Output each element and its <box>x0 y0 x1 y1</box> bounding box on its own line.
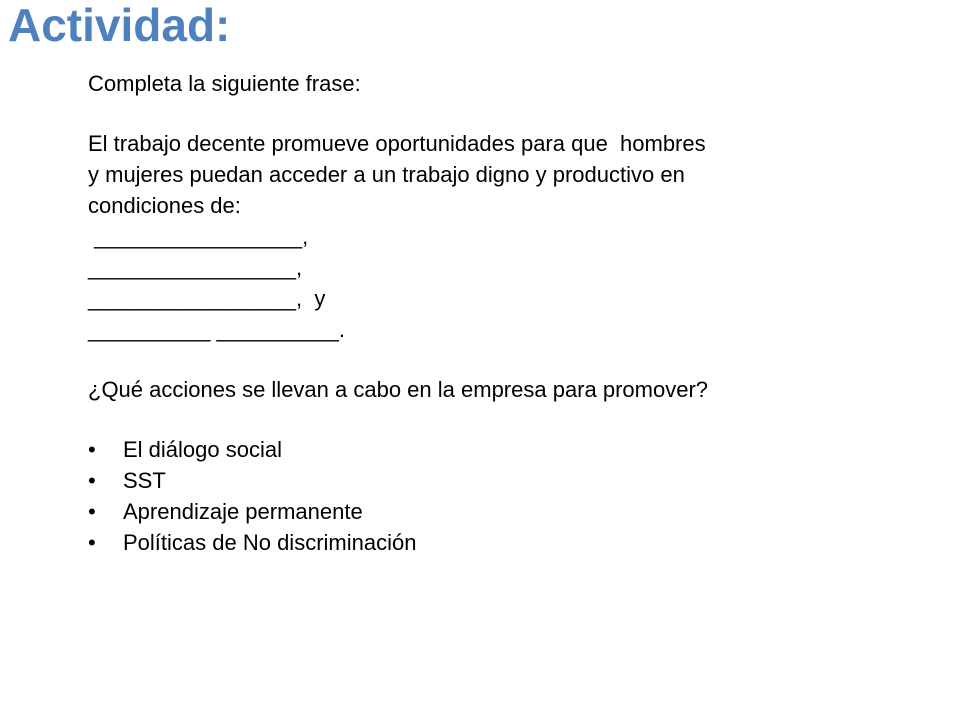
bullet-text: Políticas de No discriminación <box>123 530 417 555</box>
blank-line: _________________, <box>88 224 309 249</box>
sentence-line: y mujeres puedan acceder a un trabajo digno y productivo en <box>88 162 685 187</box>
bullet-icon: • <box>88 499 96 524</box>
slide-title: Actividad: <box>8 0 231 51</box>
bullet-text: Aprendizaje permanente <box>123 499 363 524</box>
bullet-item <box>88 496 908 527</box>
sentence-line: condiciones de: <box>88 193 241 218</box>
spacer <box>88 345 908 374</box>
blank-line: _________________, y <box>88 286 326 311</box>
spacer <box>88 405 908 434</box>
sentence-line: El trabajo decente promueve oportunidades para que hombres <box>88 131 706 156</box>
slide-body <box>88 68 908 558</box>
spacer <box>88 99 908 128</box>
bullet-list <box>88 434 908 558</box>
blank-line: __________ __________. <box>88 317 345 342</box>
bullet-text: El diálogo social <box>123 437 282 462</box>
blank-line: _________________, <box>88 255 303 280</box>
bullet-item <box>88 527 908 558</box>
bullet-icon: • <box>88 437 96 462</box>
question-text: ¿Qué acciones se llevan a cabo en la empresa para promover? <box>88 377 709 402</box>
instruction-text: Completa la siguiente frase: <box>88 71 361 96</box>
bullet-text: SST <box>123 468 166 493</box>
bullet-icon: • <box>88 468 96 493</box>
bullet-item <box>88 465 908 496</box>
bullet-icon: • <box>88 530 96 555</box>
bullet-item <box>88 434 908 465</box>
